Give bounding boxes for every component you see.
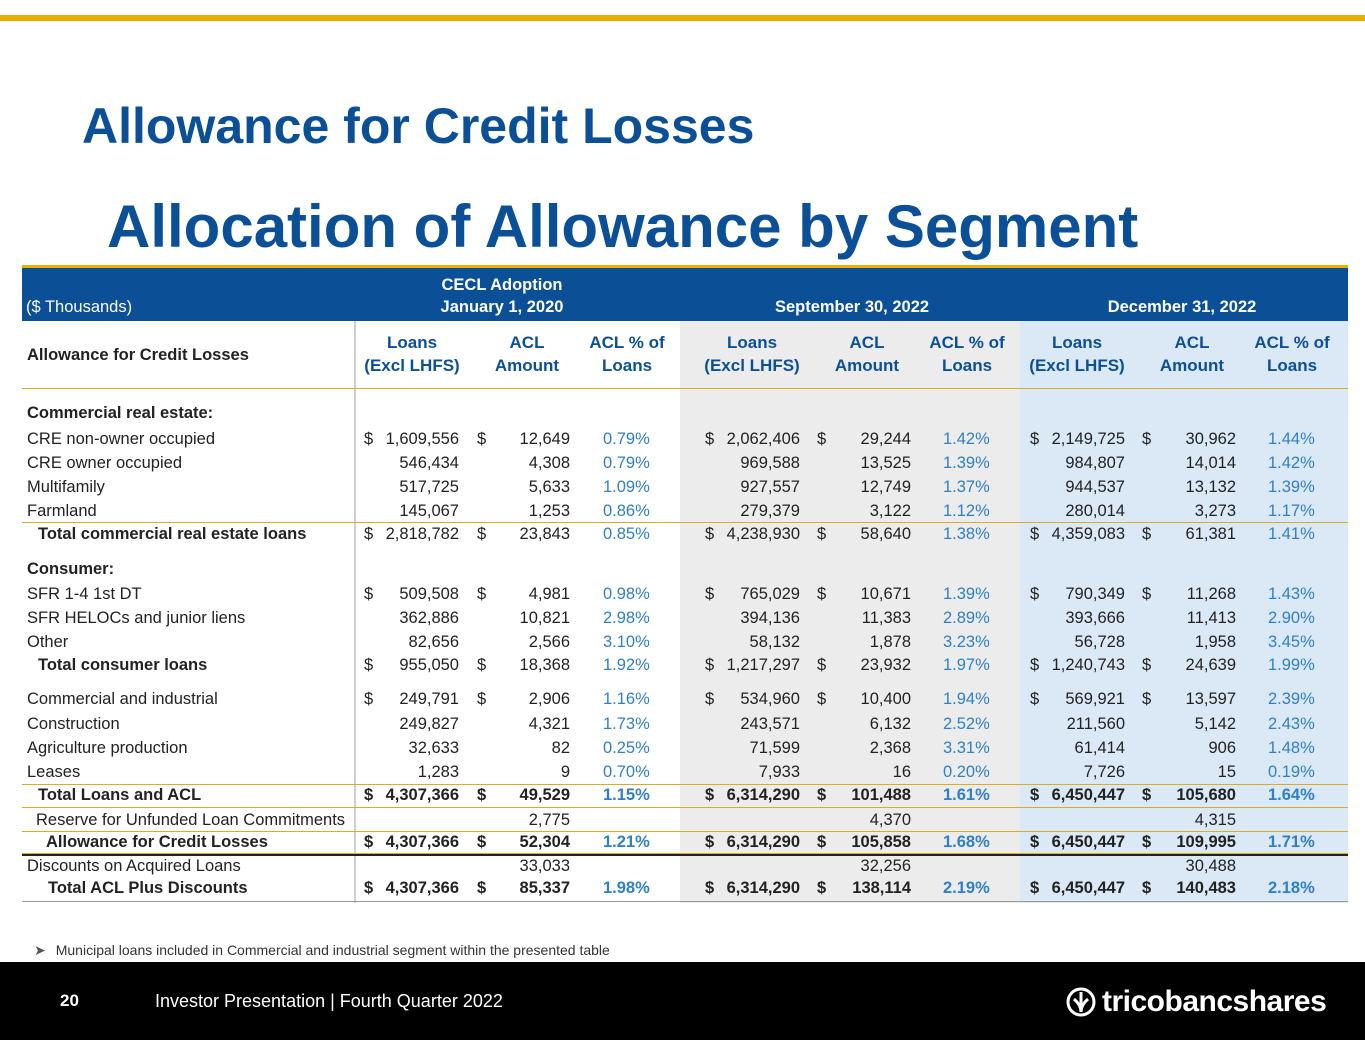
column-header: ACL % of: [589, 333, 665, 352]
amount-cell: 16: [892, 763, 911, 781]
amount-cell: 969,588: [740, 454, 800, 472]
amount-cell: 15: [1217, 763, 1236, 781]
acl-percent-cell: 1.12%: [943, 502, 990, 520]
dollar-sign: $: [817, 430, 827, 448]
amount-cell: 13,525: [860, 454, 911, 472]
dollar-sign: $: [364, 525, 374, 543]
column-header: (Excl LHFS): [704, 356, 800, 375]
column-header: Loans: [726, 333, 778, 352]
acl-percent-cell: 3.31%: [943, 739, 990, 757]
amount-cell: 249,791: [399, 690, 459, 708]
amount-cell: 29,244: [860, 430, 911, 448]
amount-cell: 243,571: [740, 715, 800, 733]
dollar-sign: $: [1142, 525, 1152, 543]
row-divider: [22, 522, 1348, 523]
amount-cell: 569,921: [1065, 690, 1125, 708]
row-label: Farmland: [27, 502, 97, 520]
dollar-sign: $: [1142, 833, 1152, 851]
row-label: Reserve for Unfunded Loan Commitments: [36, 811, 346, 829]
row-label: Discounts on Acquired Loans: [27, 857, 241, 875]
row-label: Agriculture production: [27, 739, 188, 757]
dollar-sign: $: [477, 833, 487, 851]
top-accent-line: [0, 15, 1365, 21]
amount-cell: 6,450,447: [1051, 879, 1125, 897]
acl-percent-cell: 2.89%: [943, 609, 990, 627]
dollar-sign: $: [705, 585, 715, 603]
column-header: ACL: [849, 333, 885, 352]
dollar-sign: $: [364, 786, 374, 804]
acl-percent-cell: 1.98%: [603, 879, 650, 897]
row-label: Construction: [27, 715, 120, 733]
row-label: Total ACL Plus Discounts: [48, 879, 248, 897]
amount-cell: 1,958: [1194, 633, 1236, 651]
amount-cell: 2,149,725: [1051, 430, 1125, 448]
row-label: SFR HELOCs and junior liens: [27, 609, 246, 627]
acl-percent-cell: 1.71%: [1268, 833, 1315, 851]
dollar-sign: $: [1030, 656, 1040, 674]
dollar-sign: $: [364, 690, 374, 708]
footer-text: Investor Presentation | Fourth Quarter 2022: [155, 991, 503, 1011]
row-label: Multifamily: [27, 478, 105, 496]
amount-cell: 23,932: [860, 656, 911, 674]
trico-logo: [1066, 982, 1326, 1022]
acl-percent-cell: 2.43%: [1268, 715, 1315, 733]
amount-cell: 71,599: [749, 739, 800, 757]
acl-percent-cell: 2.98%: [603, 609, 650, 627]
column-header: Amount: [494, 356, 560, 375]
amount-cell: 6,450,447: [1051, 833, 1125, 851]
acl-percent-cell: 1.68%: [943, 833, 990, 851]
amount-cell: 394,136: [740, 609, 800, 627]
page-title: Allowance for Credit Losses: [82, 98, 755, 154]
amount-cell: 7,933: [758, 763, 800, 781]
amount-cell: 790,349: [1065, 585, 1125, 603]
amount-cell: 1,217,297: [726, 656, 800, 674]
acl-percent-cell: 0.98%: [603, 585, 650, 603]
amount-cell: 30,962: [1185, 430, 1236, 448]
trico-leaf-icon: [1066, 987, 1096, 1017]
amount-cell: 6,132: [869, 715, 911, 733]
amount-cell: 14,014: [1185, 454, 1236, 472]
amount-cell: 13,132: [1185, 478, 1236, 496]
dollar-sign: $: [817, 879, 827, 897]
amount-cell: 517,725: [399, 478, 459, 496]
allowance-table: [22, 265, 1348, 903]
column-header: (Excl LHFS): [1029, 356, 1125, 375]
dollar-sign: $: [705, 879, 715, 897]
amount-cell: 3,273: [1194, 502, 1236, 520]
amount-cell: 23,843: [519, 525, 570, 543]
acl-percent-cell: 0.79%: [603, 454, 650, 472]
column-header: Amount: [834, 356, 900, 375]
column-header: Amount: [1159, 356, 1225, 375]
acl-percent-cell: 1.15%: [603, 786, 650, 804]
row-label: Allowance for Credit Losses: [46, 833, 268, 851]
dollar-sign: $: [477, 656, 487, 674]
group-cecl-line2: January 1, 2020: [440, 298, 564, 316]
dollar-sign: $: [705, 833, 715, 851]
acl-percent-cell: 2.90%: [1268, 609, 1315, 627]
row-label: Other: [27, 633, 69, 651]
amount-cell: 4,238,930: [726, 525, 800, 543]
amount-cell: 6,450,447: [1051, 786, 1125, 804]
amount-cell: 61,414: [1074, 739, 1125, 757]
row-label: Commercial and industrial: [27, 690, 218, 708]
amount-cell: 7,726: [1083, 763, 1125, 781]
acl-percent-cell: 1.41%: [1268, 525, 1315, 543]
amount-cell: 105,858: [851, 833, 911, 851]
amount-cell: 984,807: [1065, 454, 1125, 472]
amount-cell: 30,488: [1185, 857, 1236, 875]
acl-percent-cell: 2.52%: [943, 715, 990, 733]
row-label: Total commercial real estate loans: [38, 525, 307, 543]
dollar-sign: $: [477, 585, 487, 603]
amount-cell: 4,307,366: [385, 879, 459, 897]
amount-cell: 10,821: [519, 609, 570, 627]
dollar-sign: $: [1142, 690, 1152, 708]
acl-percent-cell: 1.48%: [1268, 739, 1315, 757]
amount-cell: 4,370: [869, 811, 911, 829]
amount-cell: 82,656: [408, 633, 459, 651]
dollar-sign: $: [705, 690, 715, 708]
acl-percent-cell: 1.61%: [943, 786, 990, 804]
amount-cell: 534,960: [740, 690, 800, 708]
amount-cell: 52,304: [519, 833, 570, 851]
amount-cell: 61,381: [1185, 525, 1236, 543]
amount-cell: 2,566: [528, 633, 570, 651]
column-header: Loans: [386, 333, 438, 352]
amount-cell: 2,062,406: [726, 430, 800, 448]
dollar-sign: $: [477, 430, 487, 448]
amount-cell: 105,680: [1176, 786, 1236, 804]
dollar-sign: $: [1142, 430, 1152, 448]
amount-cell: 5,633: [528, 478, 570, 496]
amount-cell: 944,537: [1065, 478, 1125, 496]
amount-cell: 280,014: [1065, 502, 1125, 520]
column-header: ACL % of: [929, 333, 1005, 352]
group-sep-2022: September 30, 2022: [774, 298, 930, 316]
footnote: [34, 942, 610, 959]
dollar-sign: $: [1030, 833, 1040, 851]
acl-percent-cell: 1.37%: [943, 478, 990, 496]
amount-cell: 24,639: [1185, 656, 1236, 674]
acl-percent-cell: 2.18%: [1268, 879, 1315, 897]
dollar-sign: $: [705, 430, 715, 448]
dollar-sign: $: [1030, 690, 1040, 708]
amount-cell: 546,434: [399, 454, 459, 472]
acl-percent-cell: 1.39%: [943, 454, 990, 472]
amount-cell: 82: [551, 739, 570, 757]
amount-cell: 12,649: [519, 430, 570, 448]
amount-cell: 140,483: [1176, 879, 1236, 897]
amount-cell: 85,337: [519, 879, 570, 897]
logo-text: tricobancshares: [1102, 985, 1327, 1018]
amount-cell: 10,400: [860, 690, 911, 708]
column-header: Loans: [1051, 333, 1103, 352]
dollar-sign: $: [1030, 879, 1040, 897]
table-bottom-border: [22, 901, 1348, 902]
acl-percent-cell: 1.38%: [943, 525, 990, 543]
amount-cell: 11,268: [1186, 585, 1236, 603]
dollar-sign: $: [477, 525, 487, 543]
amount-cell: 362,886: [399, 609, 459, 627]
acl-percent-cell: 1.42%: [943, 430, 990, 448]
acl-percent-cell: 0.25%: [603, 739, 650, 757]
acl-percent-cell: 2.39%: [1268, 690, 1315, 708]
dollar-sign: $: [477, 786, 487, 804]
amount-cell: 4,315: [1194, 811, 1236, 829]
acl-percent-cell: 1.44%: [1268, 430, 1315, 448]
column-header: (Excl LHFS): [364, 356, 460, 375]
amount-cell: 1,609,556: [385, 430, 459, 448]
table-header-bar: [22, 265, 1348, 321]
amount-cell: 2,368: [869, 739, 911, 757]
footer-bar: [0, 962, 1365, 1040]
acl-percent-cell: 1.94%: [943, 690, 990, 708]
acl-percent-cell: 1.16%: [603, 690, 650, 708]
amount-cell: 765,029: [740, 585, 800, 603]
acl-percent-cell: 0.20%: [943, 763, 990, 781]
amount-cell: 101,488: [851, 786, 911, 804]
amount-cell: 211,560: [1066, 715, 1125, 733]
amount-cell: 32,633: [408, 739, 459, 757]
group-dec-2022: December 31, 2022: [1107, 298, 1257, 316]
acl-percent-cell: 1.17%: [1268, 502, 1315, 520]
row-label: Consumer:: [27, 560, 115, 578]
amount-cell: 279,379: [740, 502, 800, 520]
row-label: CRE owner occupied: [27, 454, 182, 472]
acl-percent-cell: 1.42%: [1268, 454, 1315, 472]
acl-percent-cell: 0.85%: [603, 525, 650, 543]
arrow-bullet-icon: ➤: [34, 942, 46, 958]
page-number: 20: [60, 991, 79, 1010]
amount-cell: 4,321: [528, 715, 570, 733]
amount-cell: 393,666: [1065, 609, 1125, 627]
row-label: CRE non-owner occupied: [27, 430, 216, 448]
amount-cell: 2,775: [528, 811, 570, 829]
amount-cell: 509,508: [399, 585, 459, 603]
column-header: ACL % of: [1254, 333, 1330, 352]
amount-cell: 10,671: [860, 585, 911, 603]
dollar-sign: $: [1142, 656, 1152, 674]
dollar-sign: $: [477, 690, 487, 708]
row-divider: [22, 388, 1348, 389]
acl-percent-cell: 1.21%: [603, 833, 650, 851]
acl-percent-cell: 0.19%: [1268, 763, 1315, 781]
amount-cell: 12,749: [860, 478, 911, 496]
amount-cell: 1,253: [528, 502, 570, 520]
dollar-sign: $: [364, 833, 374, 851]
amount-cell: 56,728: [1074, 633, 1125, 651]
acl-percent-cell: 0.70%: [603, 763, 650, 781]
acl-percent-cell: 1.43%: [1268, 585, 1315, 603]
dollar-sign: $: [1030, 786, 1040, 804]
amount-cell: 5,142: [1194, 715, 1236, 733]
amount-cell: 33,033: [519, 857, 570, 875]
amount-cell: 1,240,743: [1051, 656, 1125, 674]
dollar-sign: $: [817, 833, 827, 851]
amount-cell: 4,308: [528, 454, 570, 472]
column-header: Loans: [1266, 356, 1318, 375]
amount-cell: 58,640: [860, 525, 911, 543]
amount-cell: 6,314,290: [726, 879, 800, 897]
column-header: ACL: [509, 333, 545, 352]
acl-percent-cell: 3.10%: [603, 633, 650, 651]
amount-cell: 13,597: [1185, 690, 1236, 708]
footnote-text: Municipal loans included in Commercial and industrial segment within the presented table: [55, 942, 610, 958]
dollar-sign: $: [364, 656, 374, 674]
units-label: ($ Thousands): [26, 298, 133, 316]
amount-cell: 9: [560, 763, 570, 781]
row-label: Commercial real estate:: [27, 404, 214, 422]
dollar-sign: $: [1030, 525, 1040, 543]
row-label: Leases: [27, 763, 81, 781]
acl-percent-cell: 1.64%: [1268, 786, 1315, 804]
acl-percent-cell: 1.92%: [603, 656, 650, 674]
acl-percent-cell: 1.99%: [1268, 656, 1315, 674]
acl-percent-cell: 1.97%: [943, 656, 990, 674]
column-header: Loans: [601, 356, 653, 375]
dollar-sign: $: [364, 585, 374, 603]
amount-cell: 6,314,290: [726, 833, 800, 851]
row-label: Total Loans and ACL: [38, 786, 202, 804]
amount-cell: 2,906: [528, 690, 570, 708]
row-header-label: Allowance for Credit Losses: [27, 346, 249, 364]
column-header: Loans: [941, 356, 993, 375]
amount-cell: 138,114: [852, 879, 911, 897]
amount-cell: 145,067: [399, 502, 459, 520]
acl-percent-cell: 2.19%: [943, 879, 990, 897]
group-cecl-line1: CECL Adoption: [441, 276, 563, 294]
dollar-sign: $: [1030, 585, 1040, 603]
dollar-sign: $: [1142, 879, 1152, 897]
amount-cell: 1,878: [869, 633, 911, 651]
row-label: SFR 1-4 1st DT: [27, 585, 142, 603]
acl-percent-cell: 1.39%: [943, 585, 990, 603]
amount-cell: 11,383: [861, 609, 911, 627]
amount-cell: 2,818,782: [385, 525, 459, 543]
dollar-sign: $: [817, 525, 827, 543]
acl-percent-cell: 1.09%: [603, 478, 650, 496]
dollar-sign: $: [817, 656, 827, 674]
amount-cell: 955,050: [399, 656, 459, 674]
page-subtitle: Allocation of Allowance by Segment: [107, 193, 1139, 260]
amount-cell: 4,307,366: [385, 833, 459, 851]
acl-percent-cell: 3.45%: [1268, 633, 1315, 651]
dollar-sign: $: [817, 690, 827, 708]
dollar-sign: $: [705, 525, 715, 543]
dollar-sign: $: [1142, 585, 1152, 603]
amount-cell: 32,256: [860, 857, 911, 875]
amount-cell: 1,283: [417, 763, 459, 781]
dollar-sign: $: [705, 656, 715, 674]
acl-percent-cell: 3.23%: [943, 633, 990, 651]
amount-cell: 4,307,366: [385, 786, 459, 804]
amount-cell: 49,529: [519, 786, 570, 804]
row-label: Total consumer loans: [38, 656, 208, 674]
amount-cell: 927,557: [740, 478, 800, 496]
amount-cell: 11,413: [1186, 609, 1236, 627]
dollar-sign: $: [364, 430, 374, 448]
acl-percent-cell: 0.86%: [603, 502, 650, 520]
row-divider: [22, 807, 1348, 808]
column-header: ACL: [1174, 333, 1210, 352]
acl-percent-cell: 1.73%: [603, 715, 650, 733]
amount-cell: 3,122: [869, 502, 911, 520]
amount-cell: 906: [1208, 739, 1236, 757]
dollar-sign: $: [1030, 430, 1040, 448]
amount-cell: 109,995: [1176, 833, 1236, 851]
acl-percent-cell: 1.39%: [1268, 478, 1315, 496]
dollar-sign: $: [364, 879, 374, 897]
dollar-sign: $: [705, 786, 715, 804]
amount-cell: 58,132: [749, 633, 800, 651]
dollar-sign: $: [477, 879, 487, 897]
amount-cell: 18,368: [519, 656, 570, 674]
amount-cell: 4,981: [528, 585, 570, 603]
dollar-sign: $: [817, 786, 827, 804]
amount-cell: 4,359,083: [1051, 525, 1125, 543]
amount-cell: 249,827: [399, 715, 459, 733]
dollar-sign: $: [1142, 786, 1152, 804]
amount-cell: 6,314,290: [726, 786, 800, 804]
acl-percent-cell: 0.79%: [603, 430, 650, 448]
dollar-sign: $: [817, 585, 827, 603]
